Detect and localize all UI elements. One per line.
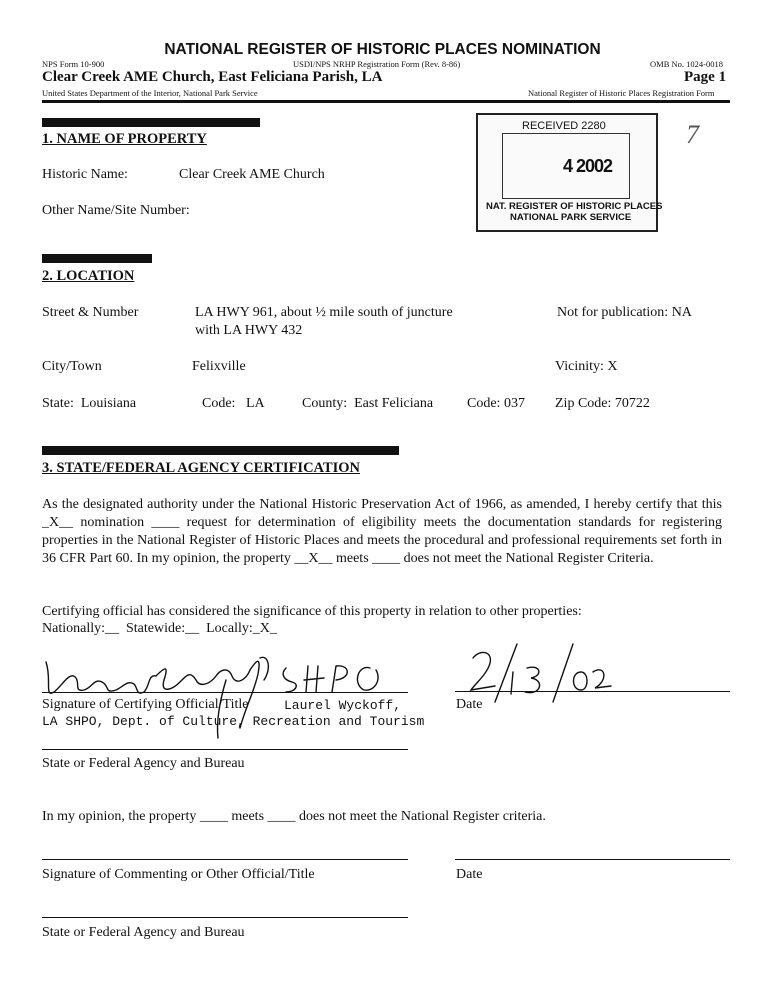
section2-heading: 2. LOCATION bbox=[42, 268, 135, 284]
certification-paragraph: As the designated authority under the National Historic Preservation Act of 1966, as amended, I hereby certify that this _X__ nomination ____ request for determination of eligibility meets the documentation standards for registering properties in the National Register of Historic Places and meets the procedural and professional requirements set forth in 36 CFR Part 60. In my opinion, the property __X__ meets ____ does not meet the National Register Criteria. bbox=[42, 497, 722, 566]
page-number: Page 1 bbox=[684, 69, 727, 85]
date-label: Date bbox=[456, 697, 483, 712]
certifying-signature bbox=[40, 640, 400, 750]
sig-line-1 bbox=[42, 692, 408, 693]
department: United States Department of the Interior, National Park Service bbox=[42, 88, 258, 98]
corner-mark: 7 bbox=[686, 120, 699, 149]
stamp-received: RECEIVED 2280 bbox=[522, 120, 606, 132]
sig-line-2 bbox=[42, 859, 408, 860]
signer-title: LA SHPO, Dept. of Culture, Recreation and Tourism bbox=[42, 714, 425, 729]
form-number: NPS Form 10-900 bbox=[42, 59, 105, 69]
state-code: Code: LA bbox=[202, 396, 265, 411]
date-line-1 bbox=[455, 691, 730, 692]
stamp-date: 4 2002 bbox=[563, 156, 613, 176]
agency-line-1 bbox=[42, 749, 408, 750]
received-stamp bbox=[476, 113, 663, 232]
stamp-line-2: NATIONAL PARK SERVICE bbox=[510, 212, 632, 223]
omb-number: OMB No. 1024-0018 bbox=[650, 59, 723, 69]
agency-label-2: State or Federal Agency and Bureau bbox=[42, 925, 245, 940]
city-label: City/Town bbox=[42, 359, 102, 374]
section3-heading: 3. STATE/FEDERAL AGENCY CERTIFICATION bbox=[42, 460, 361, 476]
county-code: Code: 037 bbox=[467, 396, 525, 411]
section2-bar bbox=[42, 254, 152, 263]
state: State: Louisiana bbox=[42, 396, 137, 411]
street-value-1: LA HWY 961, about ½ mile south of juncture bbox=[195, 305, 453, 320]
date-line-2 bbox=[455, 859, 730, 860]
registration-form: National Register of Historic Places Registration Form bbox=[528, 88, 715, 98]
historic-name-value: Clear Creek AME Church bbox=[179, 167, 325, 182]
street-label: Street & Number bbox=[42, 305, 139, 320]
city-value: Felixville bbox=[192, 359, 246, 374]
significance-levels: Nationally:__ Statewide:__ Locally:_X_ bbox=[42, 621, 277, 636]
historic-name-label: Historic Name: bbox=[42, 167, 128, 182]
signature-label: Signature of Certifying Official/Title bbox=[42, 697, 249, 712]
agency-label: State or Federal Agency and Bureau bbox=[42, 756, 245, 771]
opinion-line: In my opinion, the property ____ meets ____ does not meet the National Register criteria. bbox=[42, 809, 546, 824]
stamp-date-box bbox=[502, 133, 630, 199]
agency-line-2 bbox=[42, 917, 408, 918]
property-line: Clear Creek AME Church, East Feliciana Parish, LA bbox=[42, 69, 383, 85]
not-for-publication: Not for publication: NA bbox=[557, 305, 692, 320]
document-title: NATIONAL REGISTER OF HISTORIC PLACES NOMINATION bbox=[164, 41, 601, 58]
county: County: East Feliciana bbox=[302, 396, 434, 411]
comment-date-label: Date bbox=[456, 867, 483, 882]
signer-name: Laurel Wyckoff, bbox=[284, 698, 402, 713]
zip-code: Zip Code: 70722 bbox=[555, 396, 650, 411]
vicinity: Vicinity: X bbox=[555, 359, 618, 374]
other-name-label: Other Name/Site Number: bbox=[42, 203, 190, 218]
street-value-2: with LA HWY 432 bbox=[195, 323, 303, 338]
section3-bar bbox=[42, 446, 399, 455]
comment-signature-label: Signature of Commenting or Other Official/Title bbox=[42, 867, 315, 882]
form-name: USDI/NPS NRHP Registration Form (Rev. 8-86) bbox=[293, 59, 461, 69]
header-rule bbox=[42, 100, 730, 103]
section1-heading: 1. NAME OF PROPERTY bbox=[42, 131, 207, 147]
significance-line: Certifying official has considered the significance of this property in relation to other properties: bbox=[42, 604, 582, 619]
section1-bar bbox=[42, 118, 260, 127]
stamp-line-1: NAT. REGISTER OF HISTORIC PLACES bbox=[486, 201, 663, 212]
